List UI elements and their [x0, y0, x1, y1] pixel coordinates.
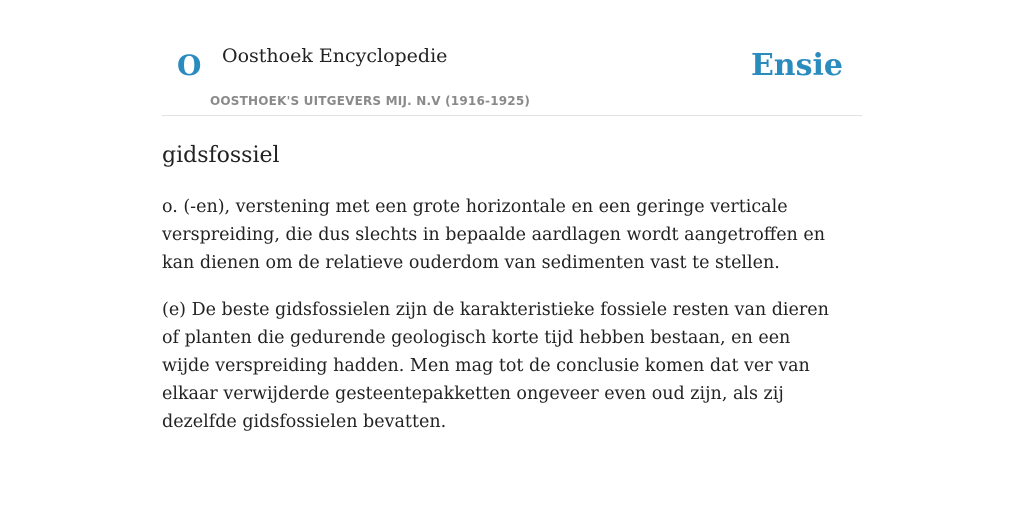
source-logo[interactable]: O: [177, 49, 202, 82]
entry-title: gidsfossiel: [162, 143, 280, 168]
source-title-link[interactable]: Oosthoek Encyclopedie: [222, 45, 448, 67]
entry-explanation: (e) De beste gidsfossielen zijn de karakteristieke fossiele resten van dieren of planten die gedurende geologisch korte tijd hebben bestaan, en een wijde verspreiding hadden. Men mag tot de conclusie komen dat ver van elkaar verwijderde gesteentepakketten ongeveer even oud zijn, als zij dezelfde gidsfossielen bevatten.: [162, 300, 829, 432]
content-container: [162, 0, 862, 436]
source-publisher: OOSTHOEK'S UITGEVERS MIJ. N.V (1916-1925): [210, 94, 531, 108]
entry-definition: o. (-en), verstening met een grote horizontale en een geringe verticale verspreiding, die dus slechts in bepaalde aardlagen wordt aangetroffen en kan dienen om de relatieve ouderdom van sedimenten vast te stellen.: [162, 197, 826, 273]
ensie-logo-link[interactable]: Ensie: [750, 48, 843, 83]
source-header: [162, 0, 862, 116]
